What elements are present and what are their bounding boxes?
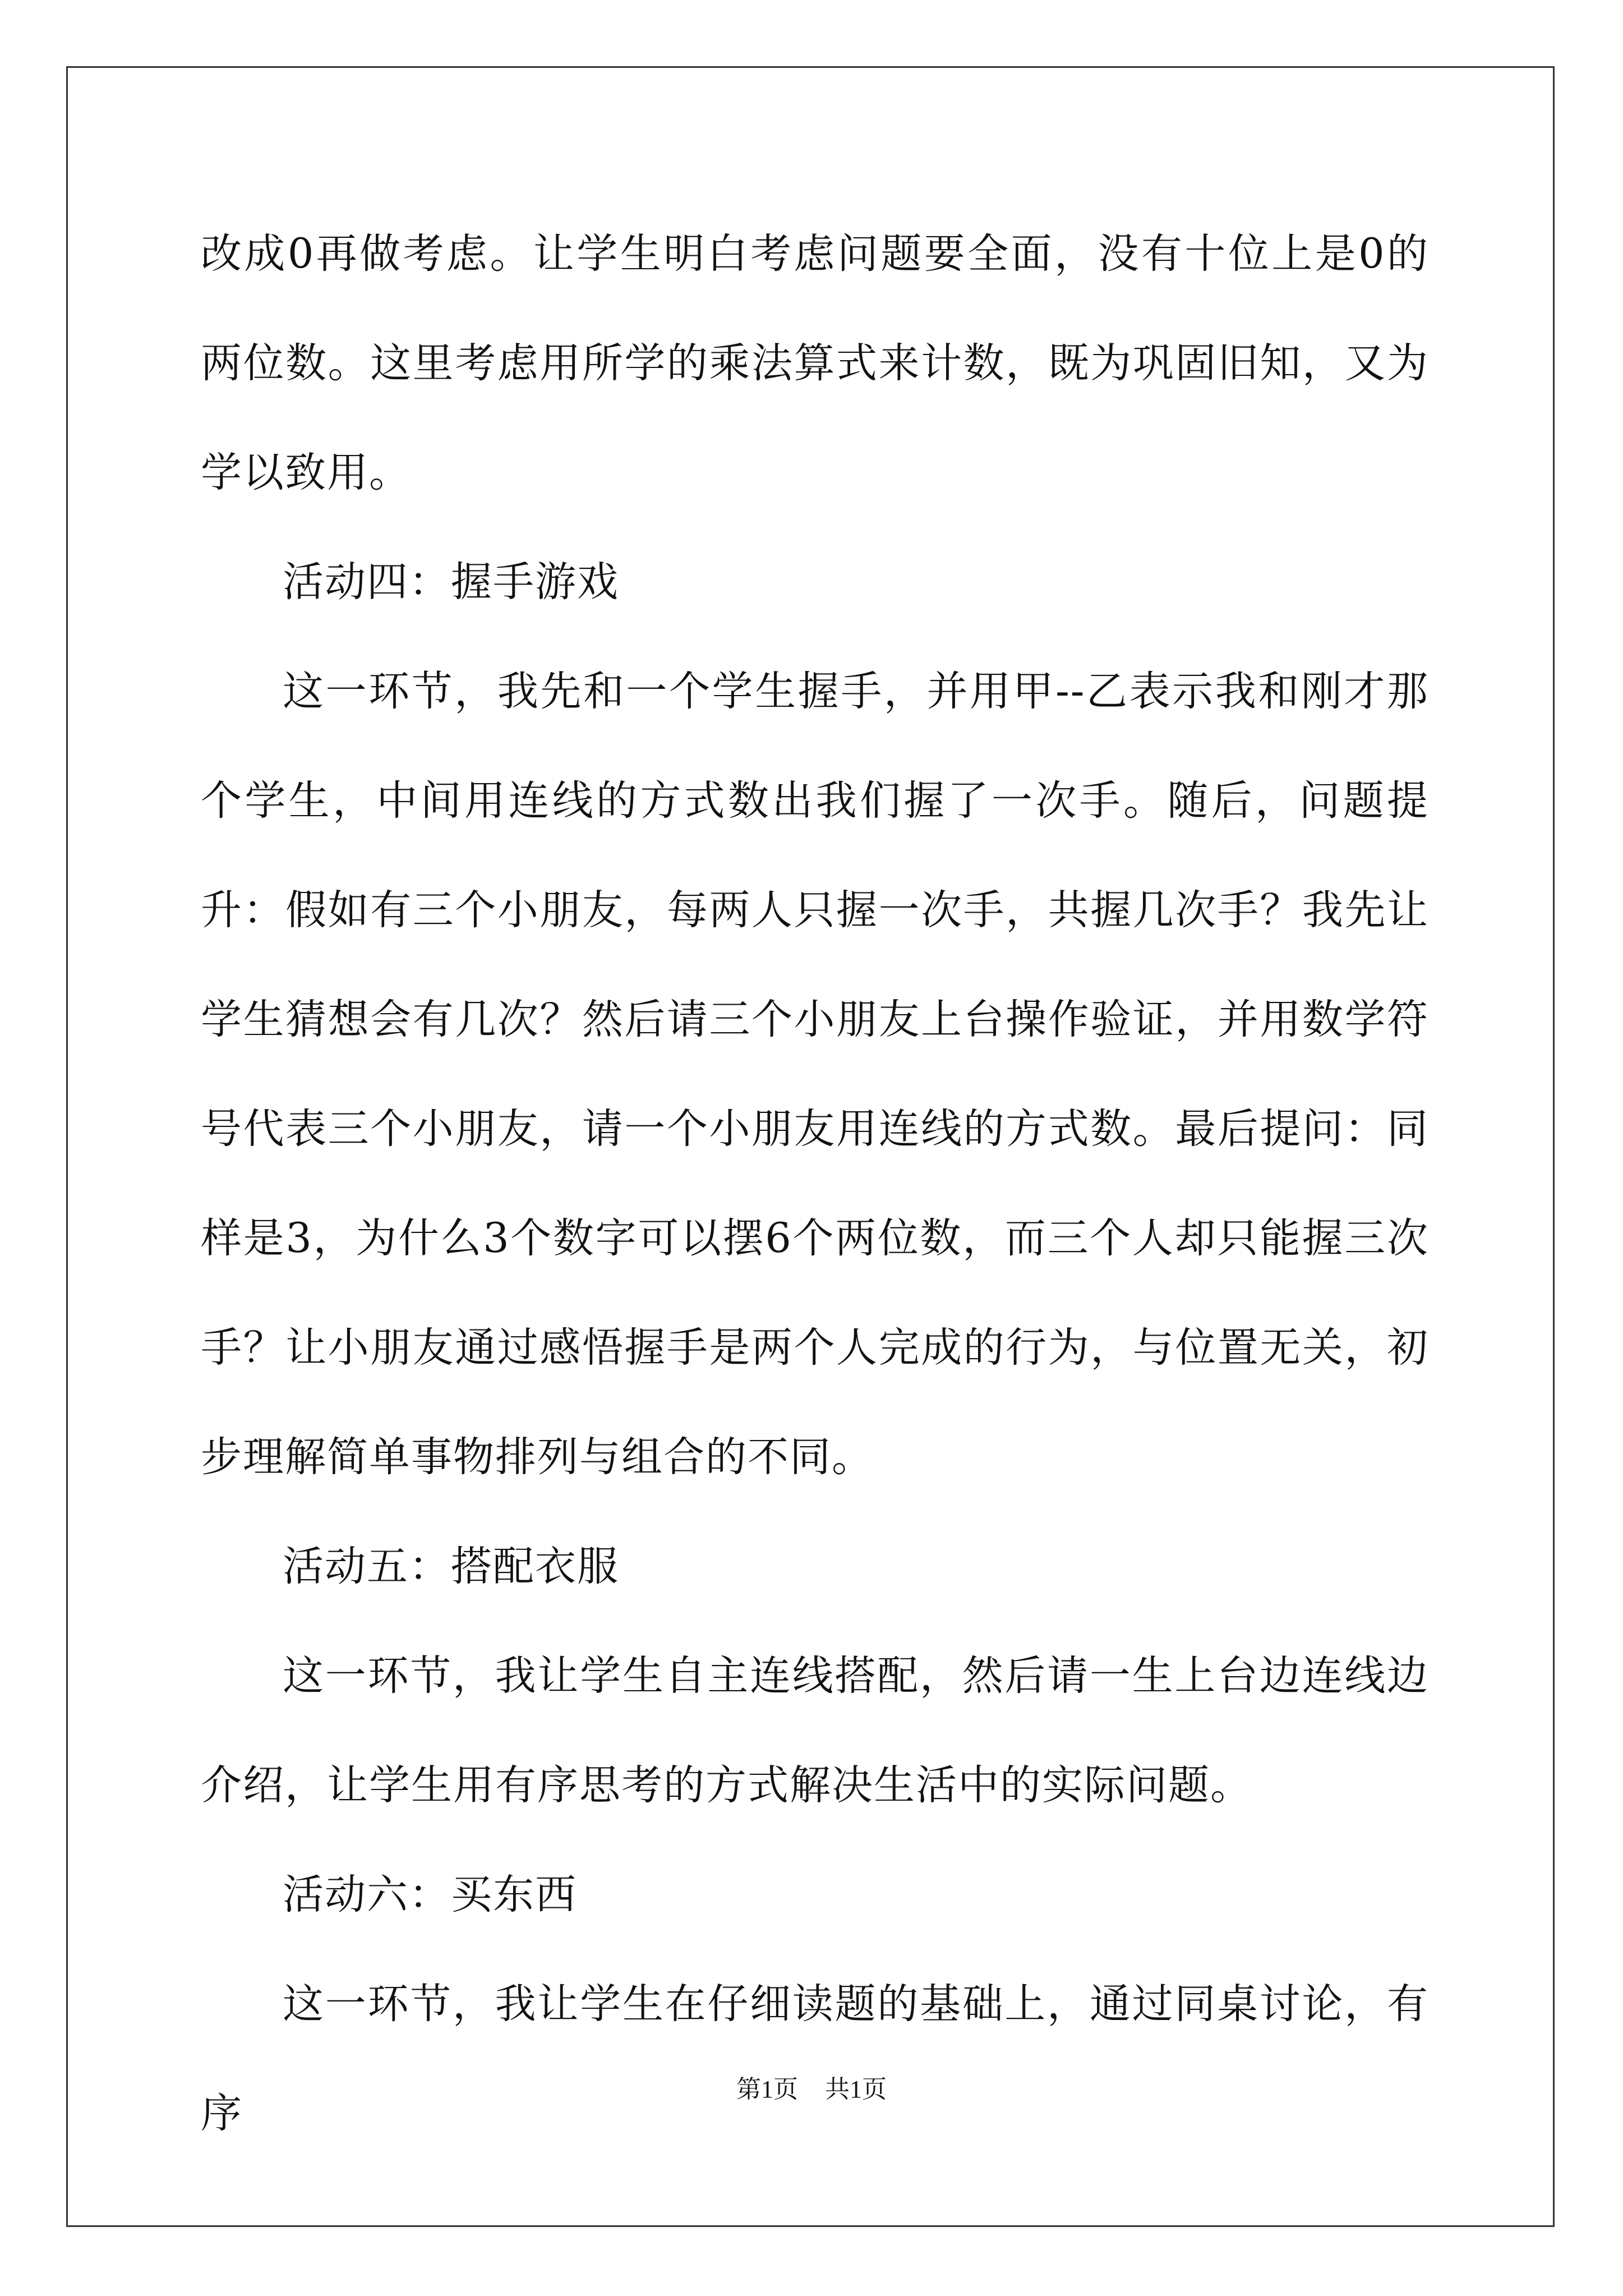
- document-body: [201, 199, 1429, 2168]
- page-number: 第1页: [736, 2076, 798, 2103]
- page-total: 共1页: [825, 2076, 887, 2103]
- heading-activity-4: 活动四：握手游戏: [283, 558, 619, 606]
- paragraph-activity-6: 这一环节，我让学生在仔细读题的基础上，通过同桌讨论，有序: [201, 1980, 1429, 2137]
- heading-activity-6: 活动六：买东西: [283, 1871, 577, 1918]
- page-footer: [0, 2073, 1623, 2106]
- heading-activity-5: 活动五：搭配衣服: [283, 1543, 619, 1590]
- paragraph-intro: 改成0再做考虑。让学生明白考虑问题要全面，没有十位上是0的两位数。这里考虑用所学的乘法算式来计数，既为巩固旧知，又为学以致用。: [201, 230, 1429, 496]
- paragraph-activity-5: 这一环节，我让学生自主连线搭配，然后请一生上台边连线边介绍，让学生用有序思考的方式解决生活中的实际问题。: [201, 1652, 1429, 1809]
- paragraph-activity-4: 这一环节，我先和一个学生握手，并用甲--乙表示我和刚才那个学生，中间用连线的方式数出我们握了一次手。随后，问题提升：假如有三个小朋友，每两人只握一次手，共握几次手？我先让学生猜想会有几次？然后请三个小朋友上台操作验证，并用数学符号代表三个小朋友，请一个小朋友用连线的方式数。最后提问：同样是3，为什么3个数字可以摆6个两位数，而三个人却只能握三次手？让小朋友通过感悟握手是两个人完成的行为，与位置无关，初步理解简单事物排列与组合的不同。: [201, 668, 1429, 1481]
